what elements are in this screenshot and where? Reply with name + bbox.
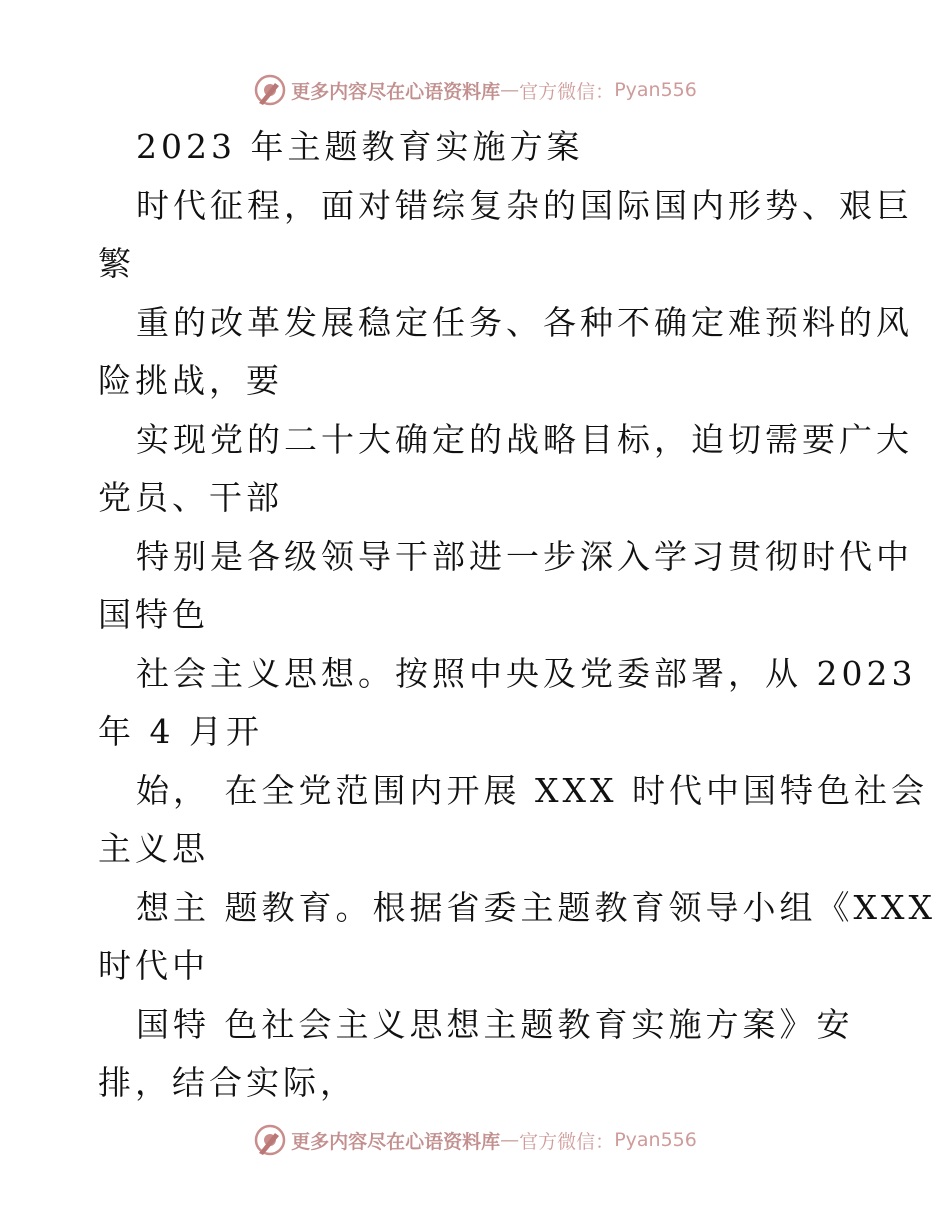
document-title: 2023 年主题教育实施方案 [136,127,584,166]
paragraph-line: 繁 [98,244,135,283]
pen-logo-icon [253,1123,287,1157]
paragraph-line: 时代中 [98,946,209,985]
paragraph-line: 始， 在全党范围内开展 XXX 时代中国特色社会 [136,770,928,810]
watermark-dash: — [500,1129,520,1151]
document-body [98,118,936,1113]
paragraph-line: 重的改革发展稳定任务、各种不确定难预料的风 [136,302,913,342]
paragraph-line: 社会主义思想。按照中央及党委部署，从 2023 [136,653,917,693]
watermark-dash: — [500,79,520,101]
paragraph-line: 想主 题教育。根据省委主题教育领导小组《XXX [136,887,936,927]
pen-logo-icon [253,73,287,107]
watermark-account: Pyan556 [614,1129,697,1151]
paragraph-line: 年 4 月开 [98,712,263,751]
paragraph-line: 党员、干部 [98,478,283,517]
paragraph-line: 主义思 [98,829,209,868]
footer-watermark [0,1120,950,1160]
paragraph-line: 实现党的二十大确定的战略目标，迫切需要广大 [136,419,913,459]
paragraph-line: 排，结合实际， [98,1063,357,1102]
paragraph-line: 国特 色社会主义思想主题教育实施方案》安 [136,1004,854,1044]
paragraph-line: 特别是各级领导干部进一步深入学习贯彻时代中 [136,536,913,576]
paragraph-line: 国特色 [98,595,209,634]
paragraph-line: 时代征程，面对错综复杂的国际国内形势、艰巨 [136,185,913,225]
watermark-account: Pyan556 [614,79,697,101]
watermark-main-text: 更多内容尽在心语资料库 [291,1130,501,1153]
header-watermark [0,70,950,110]
watermark-label: 官方微信： [519,80,615,103]
watermark-label: 官方微信： [519,1130,615,1153]
watermark-main-text: 更多内容尽在心语资料库 [291,80,501,103]
paragraph-line: 险挑战，要 [98,361,283,400]
